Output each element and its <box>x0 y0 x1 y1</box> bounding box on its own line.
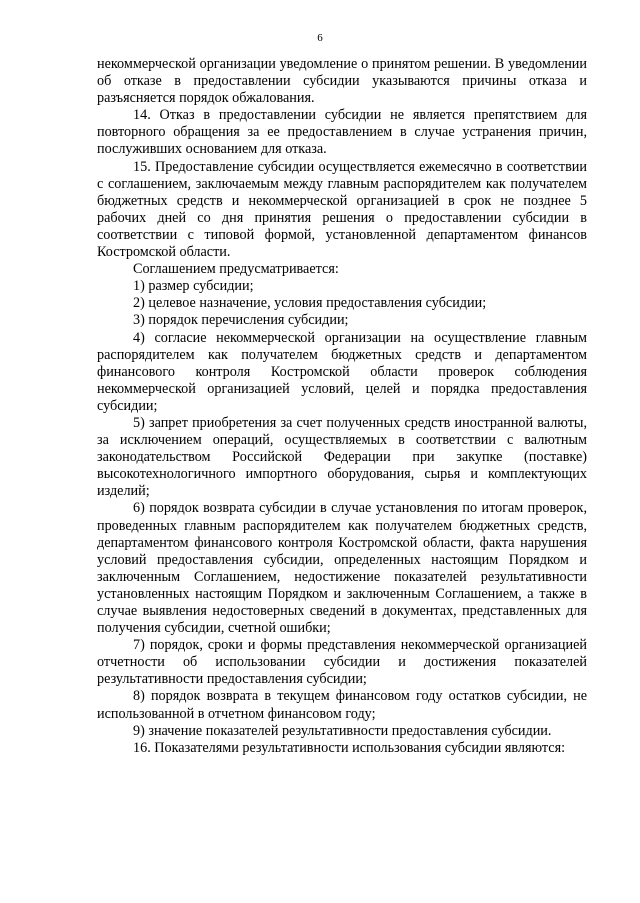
list-item-1: 1) размер субсидии; <box>133 278 254 295</box>
document-body <box>97 56 587 757</box>
list-item-3: 3) порядок перечисления субсидии; <box>133 312 349 329</box>
list-item-2: 2) целевое назначение, условия предоставления субсидии; <box>133 295 487 312</box>
list-item-8: 8) порядок возврата в текущем финансовом году остатков субсидии, не использованной в отчетном финансовом году; <box>97 688 587 722</box>
paragraph-clause-14: 14. Отказ в предоставлении субсидии не является препятствием для повторного обращения за ее предоставлением в случае устранения причин, послуживших основанием для отказа. <box>97 107 587 158</box>
paragraph-continuation: некоммерческой организации уведомление о принятом решении. В уведомлении об отказе в предоставлении субсидии указываются причины отказа и разъясняется порядок обжалования. <box>97 56 587 107</box>
list-item-4: 4) согласие некоммерческой организации на осуществление главным распорядителем как получателем бюджетных средств и департаментом финансового контроля Костромской области проверок соблюдения некоммерческой организацией условий, целей и порядка предоставления субсидии; <box>97 329 587 414</box>
list-item-5: 5) запрет приобретения за счет полученных средств иностранной валюты, за исключением операций, осуществляемых в соответствии с валютным законодательством Российской Федерации при закупке (поставке) высокотехнологичного импортного оборудования, сырья и комплектующих изделий; <box>97 414 587 500</box>
list-item-9: 9) значение показателей результативности предоставления субсидии. <box>133 722 552 739</box>
paragraph-agreement-intro: Соглашением предусматривается: <box>133 261 339 278</box>
page-number: 6 <box>317 32 323 44</box>
list-item-6: 6) порядок возврата субсидии в случае установления по итогам проверок, проведенных главным распорядителем как получателем бюджетных средств, департаментом финансового контроля Костромской области, факта нарушения условий предоставления субсидии, определенных настоящим Порядком и заключенным Соглашением, недостижение показателей результативности установленных настоящим Порядком и заключенным Соглашением, а также в случае выявления недостоверных сведений в документах, представленных для получения субсидии, счетной ошибки; <box>97 500 587 637</box>
list-item-7: 7) порядок, сроки и формы представления некоммерческой организацией отчетности об использовании субсидии и достижения показателей результативности предоставления субсидии; <box>97 637 587 688</box>
paragraph-clause-16: 16. Показателями результативности использования субсидии являются: <box>133 739 566 756</box>
paragraph-clause-15: 15. Предоставление субсидии осуществляется ежемесячно в соответствии с соглашением, заключаемым между главным распорядителем как получателем бюджетных средств и некоммерческой организацией в срок не позднее 5 рабочих дней со дня принятия решения о предоставлении субсидии в соответствии с типовой формой, установленной департаментом финансов Костромской области. <box>97 158 587 261</box>
